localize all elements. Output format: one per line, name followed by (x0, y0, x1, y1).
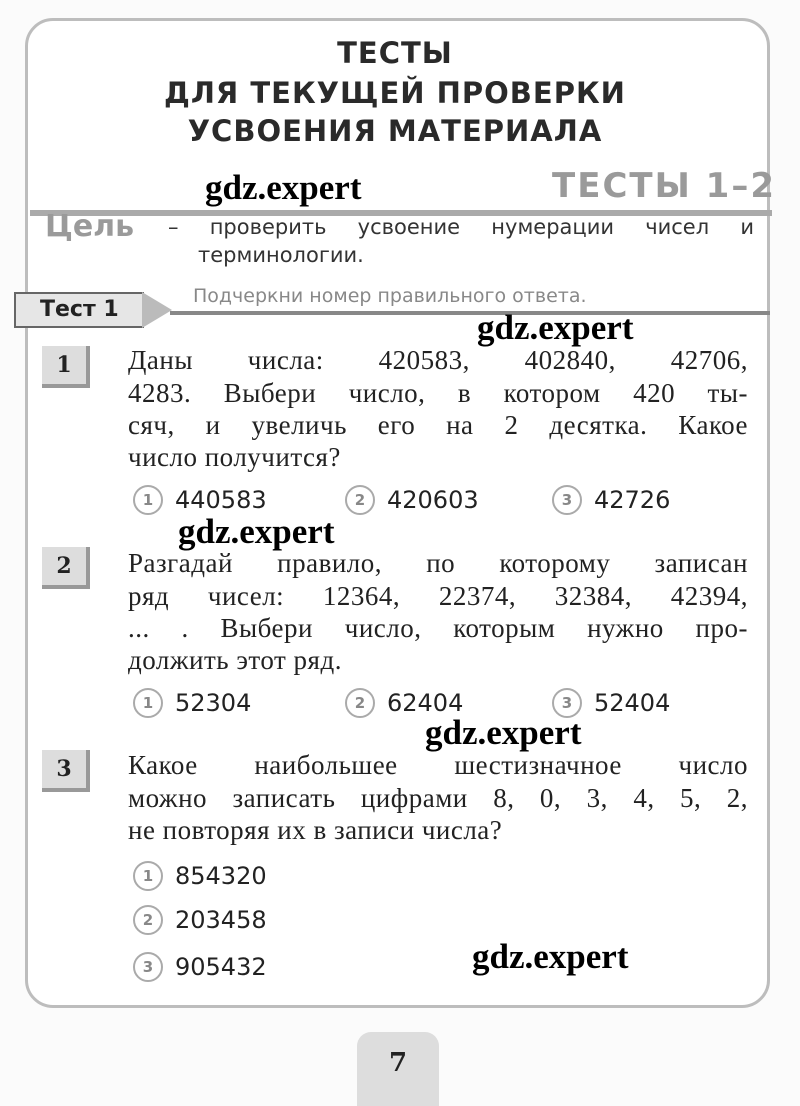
watermark: gdz.expert (477, 308, 634, 347)
option-value: 854320 (175, 862, 267, 890)
goal-text-1: – проверить усвоение нумерации чисел и (168, 215, 754, 239)
question-number: 2 (42, 547, 90, 589)
option-number: 3 (133, 952, 163, 982)
question-line: 4283. Выбери число, в котором 420 ты- (128, 378, 748, 408)
answer-option[interactable] (345, 485, 479, 515)
title-line-2: ДЛЯ ТЕКУЩЕЙ ПРОВЕРКИ (164, 76, 626, 110)
option-number: 2 (133, 905, 163, 935)
option-value: 62404 (387, 689, 464, 717)
option-number: 1 (133, 688, 163, 718)
question-number: 3 (42, 750, 90, 792)
pencil-tip-icon (142, 292, 172, 328)
question-line: Даны числа: 420583, 402840, 42706, (128, 345, 748, 375)
option-number: 1 (133, 485, 163, 515)
title-line-1: ТЕСТЫ (337, 36, 453, 70)
instruction: Подчеркни номер правильного ответа. (193, 285, 587, 307)
answer-option[interactable] (133, 485, 267, 515)
option-value: 52404 (594, 689, 671, 717)
question-line: Разгадай правило, по которому записан (128, 548, 748, 578)
answer-option[interactable] (133, 905, 267, 935)
option-value: 420603 (387, 486, 479, 514)
option-number: 3 (552, 688, 582, 718)
option-number: 2 (345, 485, 375, 515)
watermark: gdz.expert (425, 713, 582, 752)
answer-option[interactable] (552, 485, 670, 515)
option-number: 1 (133, 861, 163, 891)
test-divider (170, 311, 770, 315)
goal-label: Цель (45, 209, 135, 244)
answer-option[interactable] (133, 861, 267, 891)
option-number: 2 (345, 688, 375, 718)
question-line: должить этот ряд. (128, 645, 342, 675)
question-line: Какое наибольшее шестизначное число (128, 750, 748, 780)
option-value: 905432 (175, 953, 267, 981)
watermark: gdz.expert (472, 937, 629, 976)
page-number: 7 (357, 1032, 439, 1106)
answer-option[interactable] (133, 952, 267, 982)
option-value: 440583 (175, 486, 267, 514)
question-line: сяч, и увеличь его на 2 десятка. Какое (128, 410, 748, 440)
goal-text-2: терминологии. (198, 243, 364, 267)
question-number: 1 (42, 346, 90, 388)
option-number: 3 (552, 485, 582, 515)
answer-option[interactable] (133, 688, 251, 718)
title-line-3: УСВОЕНИЯ МАТЕРИАЛА (187, 114, 603, 148)
watermark: gdz.expert (205, 168, 362, 207)
question-line: ряд чисел: 12364, 22374, 32384, 42394, (128, 581, 748, 611)
question-line: число получится? (128, 442, 341, 472)
option-value: 42726 (594, 486, 671, 514)
test-label: Тест 1 (14, 292, 144, 328)
watermark: gdz.expert (178, 512, 335, 551)
option-value: 203458 (175, 906, 267, 934)
option-value: 52304 (175, 689, 252, 717)
section-heading: ТЕСТЫ 1–2 (552, 166, 776, 206)
question-line: можно записать цифрами 8, 0, 3, 4, 5, 2, (128, 783, 748, 813)
question-line: не повторяя их в записи числа? (128, 815, 503, 845)
question-line: ... . Выбери число, которым нужно про- (128, 613, 748, 643)
